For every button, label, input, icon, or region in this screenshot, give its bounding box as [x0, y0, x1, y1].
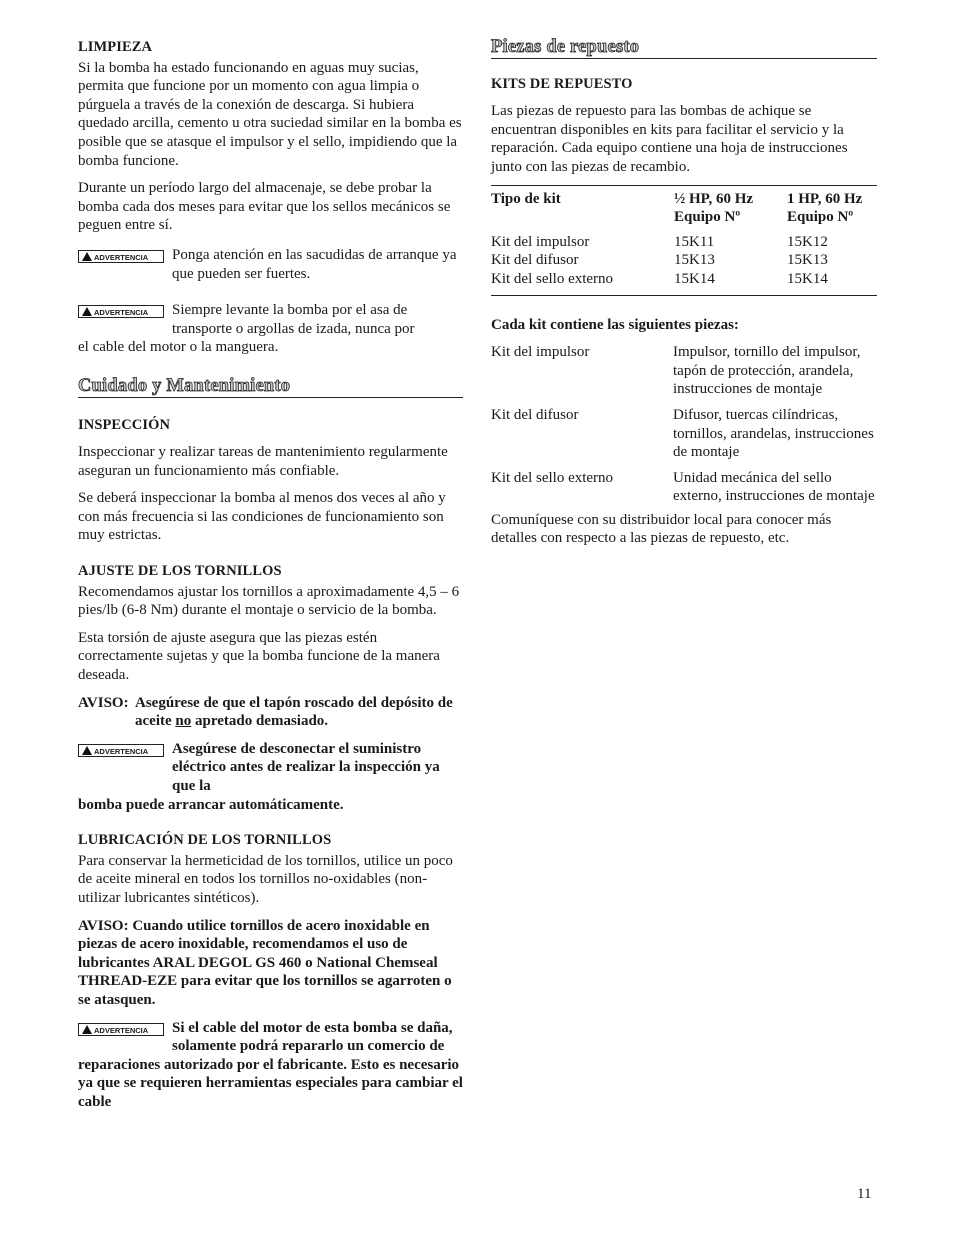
section-title-cuidado: Cuidado y Mantenimiento: [78, 377, 463, 398]
table-row: [491, 270, 877, 295]
kits-intro: Las piezas de repuesto para las bombas de achique se encuentran disponibles en kits para facilitar el servicio y la reparación. Cada equipo contiene una hoja de instrucciones junto con las piezas de recambio.: [491, 103, 848, 175]
warning-triangle-icon: [82, 252, 92, 261]
right-column: [491, 38, 877, 557]
table-cell: Kit del sello externo: [491, 270, 614, 287]
kit-contents: Impulsor, tornillo del impulsor, tapón de protección, arandela, instrucciones de montaje: [673, 344, 861, 398]
kits-heading: KITS DE REPUESTO: [491, 75, 633, 92]
warning-triangle-icon: [82, 307, 92, 316]
lubricacion-paragraph-1: Para conservar la hermeticidad de los tornillos, utilice un poco de aceite mineral en todos los tornillos no-oxidables (non-utilizar lubricantes sintéticos).: [78, 852, 453, 906]
table-cell: 15K13: [787, 252, 828, 269]
kit-name: Kit del difusor: [491, 406, 579, 423]
kit-name: Kit del sello externo: [491, 469, 614, 486]
kit-contents-table: [491, 343, 877, 513]
limpieza-heading: LIMPIEZA: [78, 39, 153, 55]
header-kit-type: Tipo de kit: [491, 190, 561, 207]
warning-lifting: [78, 301, 463, 357]
kits-table: [491, 185, 877, 296]
ajuste-paragraph-1: Recomendamos ajustar los tornillos a aproximadamente 4,5 – 6 pies/lb (6-8 Nm) durante el montaje o servicio de la bomba.: [78, 583, 460, 619]
warning-cable-tail: reparaciones autorizado por el fabricante. Esto es necesario ya que se requieren herramientas especiales para cambiar el cable: [78, 1056, 463, 1110]
warning-disconnect: [78, 740, 463, 814]
page-number: 11: [857, 1186, 872, 1202]
inspeccion-heading: INSPECCIÓN: [78, 416, 171, 433]
aviso-tapon-text: Asegúrese de que el tapón roscado del depósito de aceite no apretado demasiado.: [135, 694, 453, 730]
inspeccion-paragraph-1: Inspeccionar y realizar tareas de mantenimiento regularmente aseguran un funcionamiento más confiable.: [78, 444, 448, 479]
section-title-piezas: Piezas de repuesto: [491, 38, 877, 59]
warning-startup-text: Ponga atención en las sacudidas de arranque ya que pueden ser fuertes.: [172, 246, 457, 282]
warning-disconnect-text: Asegúrese de desconectar el suministro eléctrico antes de realizar la inspección ya que la: [172, 740, 440, 794]
kit-name: Kit del impulsor: [491, 344, 590, 361]
list-item: [491, 469, 877, 513]
kit-contents: Unidad mecánica del sello externo, instrucciones de montaje: [673, 469, 875, 505]
table-cell: 15K12: [787, 233, 828, 250]
warning-cable-text: Si el cable del motor de esta bomba se daña, solamente podrá repararlo un comercio de: [172, 1019, 453, 1055]
limpieza-paragraph-2: Durante un período largo del almacenaje, se debe probar la bomba cada dos meses para evitar que los sellos mecánicos se peguen entre sí.: [78, 180, 451, 234]
contact-paragraph: Comuníquese con su distribuidor local para conocer más detalles con respecto a las piezas de repuesto, etc.: [491, 511, 832, 547]
table-cell: 15K14: [787, 270, 828, 287]
warning-cable: [78, 1019, 463, 1112]
table-row: [491, 251, 877, 270]
warning-lifting-tail: el cable del motor o la manguera.: [78, 339, 279, 356]
inspeccion-paragraph-2: Se deberá inspeccionar la bomba al menos dos veces al año y con más frecuencia si las condiciones de funcionamiento son muy estrictas.: [78, 490, 446, 544]
kit-contents: Difusor, tuercas cilíndricas, tornillos, arandelas, instrucciones de montaje: [673, 406, 874, 461]
advertencia-badge: ADVERTENCIA: [78, 744, 164, 757]
aviso-tapon: [78, 694, 463, 731]
warning-startup: [78, 246, 463, 283]
table-cell: 15K13: [674, 252, 715, 269]
ajuste-heading: AJUSTE DE LOS TORNILLOS: [78, 563, 282, 580]
table-cell: Kit del difusor: [491, 252, 579, 269]
aviso-label: AVISO:: [78, 694, 129, 711]
header-half-hp: ½ HP, 60 Hz Equipo Nº: [674, 190, 754, 226]
lubricacion-heading: LUBRICACIÓN DE LOS TORNILLOS: [78, 832, 332, 849]
advertencia-badge: ADVERTENCIA: [78, 305, 164, 318]
list-item: [491, 406, 877, 469]
table-cell: Kit del impulsor: [491, 233, 590, 250]
left-column: [78, 38, 463, 1121]
warning-lifting-text: Siempre levante la bomba por el asa de transporte o argollas de izada, nunca por: [172, 302, 415, 337]
ajuste-paragraph-2: Esta torsión de ajuste asegura que las piezas estén correctamente sujetas y que la bomba funcione de la manera deseada.: [78, 629, 440, 684]
list-item: [491, 343, 877, 406]
kits-table-header: [491, 185, 877, 233]
advertencia-badge: ADVERTENCIA: [78, 250, 164, 263]
warning-disconnect-tail: bomba puede arrancar automáticamente.: [78, 796, 344, 813]
table-cell: 15K11: [674, 233, 715, 250]
aviso-acero-inoxidable: AVISO: Cuando utilice tornillos de acero inoxidable en piezas de acero inoxidable, recomendamos el uso de lubricantes ARAL DEGOL GS 460 o National Chemseal THREAD-EZE para evitar que los tornillos se agarroten o se atasquen.: [78, 917, 452, 1008]
kit-contents-heading: Cada kit contiene las siguientes piezas:: [491, 316, 739, 333]
header-one-hp: 1 HP, 60 Hz Equipo Nº: [787, 190, 863, 226]
table-cell: 15K14: [674, 270, 715, 287]
limpieza-paragraph-1: Si la bomba ha estado funcionando en aguas muy sucias, permita que funcione por un momento con agua limpia o púrguela a través de la conexión de descarga. Si hubiera quedado arcilla, cemento u otra suciedad similar en la bomba es posible que se atasque el impulsor y el sello, impidiendo que la bomba funcione.: [78, 59, 462, 169]
warning-triangle-icon: [82, 1025, 92, 1034]
table-row: [491, 233, 877, 252]
warning-triangle-icon: [82, 746, 92, 755]
advertencia-badge: ADVERTENCIA: [78, 1023, 164, 1036]
